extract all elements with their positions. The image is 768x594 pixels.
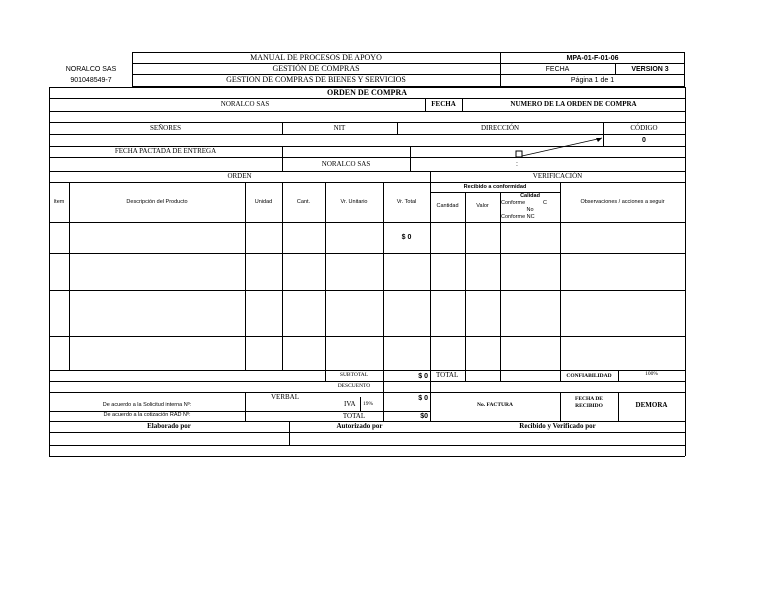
order-title: ORDEN DE COMPRA — [327, 88, 407, 97]
col-unidad: Unidad — [254, 199, 273, 205]
descuento-label: DESCUENTO — [337, 383, 371, 389]
col-vr-total: Vr. Total — [396, 199, 417, 205]
total-label: TOTAL — [436, 371, 459, 379]
iva-label: IVA — [344, 400, 356, 408]
iva-rate: 19% — [363, 401, 374, 407]
sig-autorizado: Autorizado por — [336, 422, 383, 430]
manual-title: MANUAL DE PROCESOS DE APOYO — [250, 53, 382, 62]
company-nit: 901048549-7 — [70, 77, 112, 84]
recibido-label: Recibido a conformidad — [463, 184, 527, 190]
total2-value: $0 — [420, 413, 428, 420]
company-name: NORALCO SAS — [65, 66, 117, 73]
order-company-name: NORALCO SAS — [220, 100, 270, 108]
verbal-label: VERBAL — [271, 393, 299, 401]
demora-label: DEMORA — [635, 401, 668, 409]
version-label: VERSION 3 — [631, 66, 669, 73]
fecha-recibido-1: FECHA DE — [575, 396, 603, 402]
colon-mark: : — [516, 161, 518, 168]
subtotal-value: $ 0 — [418, 373, 428, 380]
section-orden: ORDEN — [227, 172, 252, 180]
col-c: C — [543, 200, 547, 206]
area-title: GESTIÓN DE COMPRAS — [272, 64, 360, 73]
page-number: Página 1 de 1 — [570, 77, 615, 84]
codigo-label: CÓDIGO — [630, 124, 658, 132]
process-title: GESTION DE COMPRAS DE BIENES Y SERVICIOS — [226, 75, 406, 84]
col-no: No — [526, 207, 534, 213]
ref-cotizacion: De acuerdo a la cotización RAD Nº: — [103, 412, 191, 418]
section-verificacion: VERIFICACIÓN — [532, 172, 583, 180]
iva-value: $ 0 — [418, 395, 428, 402]
total2-label: TOTAL — [342, 412, 366, 420]
ref-solicitud: De acuerdo a la Solicitud interna Nº: — [102, 402, 192, 408]
order-company-name-2: NORALCO SAS — [321, 160, 371, 168]
col-valor: Valor — [476, 203, 489, 209]
confiabilidad-value: 100% — [645, 371, 658, 377]
col-vr-unitario: Vr. Unitario — [340, 199, 368, 205]
nit-label: NIT — [333, 124, 346, 132]
row-1-total: $ 0 — [401, 234, 412, 241]
col-cantidad: Cantidad — [436, 203, 459, 209]
codigo-value: 0 — [642, 137, 646, 144]
fecha-recibido-2: RECIBIDO — [575, 403, 603, 409]
confiabilidad-label: CONFIABILIDAD — [566, 373, 612, 379]
sig-elaborado: Elaborado por — [147, 422, 191, 430]
order-number-label: NUMERO DE LA ORDEN DE COMPRA — [510, 100, 637, 108]
fecha-pactada-label: FECHA PACTADA DE ENTREGA — [114, 147, 217, 155]
arrow-icon — [512, 134, 604, 160]
order-fecha-label: FECHA — [431, 100, 456, 108]
col-descripcion: Descripción del Producto — [126, 199, 188, 205]
subtotal-label: SUBTOTAL — [339, 372, 369, 378]
col-observaciones: Observaciones / acciones a seguir — [580, 199, 665, 205]
col-cant: Cant. — [296, 199, 311, 205]
factura-label: No. FACTURA — [477, 402, 513, 408]
col-conforme: Conforme — [501, 200, 526, 206]
direccion-label: DIRECCIÓN — [480, 124, 520, 132]
senores-label: SEÑORES — [149, 124, 182, 132]
header-fecha-label: FECHA — [545, 66, 570, 73]
document-code: MPA-01-F-01-06 — [566, 55, 619, 62]
col-calidad: Calidad — [520, 193, 540, 199]
col-item: ítem — [53, 199, 65, 205]
col-conforme-nc: Conforme NC — [501, 214, 535, 220]
sig-recibido: Recibido y Verificado por — [519, 422, 596, 430]
